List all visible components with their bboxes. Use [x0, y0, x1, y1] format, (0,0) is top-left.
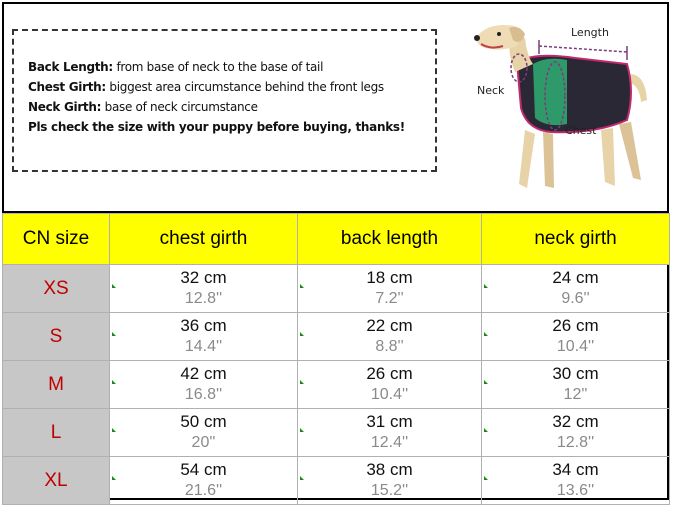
size-cell: XL: [3, 457, 110, 505]
chest-girth-desc: biggest area circumstance behind the front legs: [109, 80, 384, 94]
size-table: [2, 213, 670, 505]
size-cell: L: [3, 409, 110, 457]
neck-in: 10.4'': [556, 338, 595, 355]
chest-cell: [110, 265, 298, 313]
back-in: 15.2'': [370, 482, 409, 499]
dog-illustration: [455, 12, 665, 197]
advice-note: Pls check the size with your puppy before buying, thanks!: [28, 120, 405, 134]
back-in: 8.8'': [375, 338, 404, 355]
back-cell: [298, 313, 482, 361]
chest-cm: 32 cm: [180, 268, 227, 287]
neck-in: 12'': [563, 386, 588, 403]
measurement-notes: [12, 29, 437, 172]
back-cell: [298, 457, 482, 505]
back-in: 10.4'': [370, 386, 409, 403]
size-table-container: [2, 211, 669, 500]
neck-girth-term: Neck Girth:: [28, 100, 102, 114]
neck-cell: [482, 361, 670, 409]
chest-in: 21.6'': [184, 482, 223, 499]
chest-cell: [110, 409, 298, 457]
size-cell: S: [3, 313, 110, 361]
table-row: [3, 457, 670, 505]
chest-in: 14.4'': [184, 338, 223, 355]
back-in: 12.4'': [370, 434, 409, 451]
chest-cm: 50 cm: [180, 412, 227, 431]
chest-in: 20'': [191, 434, 216, 451]
table-row: [3, 409, 670, 457]
back-length-desc: from base of neck to the base of tail: [116, 60, 324, 74]
table-row: [3, 313, 670, 361]
chest-cell: [110, 313, 298, 361]
neck-cm: 24 cm: [552, 268, 599, 287]
back-cell: [298, 265, 482, 313]
neck-cell: [482, 313, 670, 361]
header-back-length: back length: [298, 214, 482, 265]
back-in: 7.2'': [375, 290, 404, 307]
neck-cell: [482, 457, 670, 505]
back-cm: 26 cm: [366, 364, 413, 383]
table-row: [3, 361, 670, 409]
chest-girth-note: [28, 77, 435, 97]
neck-cm: 32 cm: [552, 412, 599, 431]
neck-cell: [482, 265, 670, 313]
chest-girth-term: Chest Girth:: [28, 80, 106, 94]
size-cell: XS: [3, 265, 110, 313]
neck-girth-desc: base of neck circumstance: [104, 100, 258, 114]
back-cm: 38 cm: [366, 460, 413, 479]
table-header-row: [3, 214, 670, 265]
header-cn-size: CN size: [3, 214, 110, 265]
back-length-note: [28, 57, 435, 77]
header-chest-girth: chest girth: [110, 214, 298, 265]
back-length-term: Back Length:: [28, 60, 113, 74]
neck-cm: 30 cm: [552, 364, 599, 383]
neck-girth-note: [28, 97, 435, 117]
chest-in: 12.8'': [184, 290, 223, 307]
table-row: [3, 265, 670, 313]
back-cm: 22 cm: [366, 316, 413, 335]
chest-cm: 42 cm: [180, 364, 227, 383]
chest-cell: [110, 361, 298, 409]
dog-measurement-diagram: [455, 12, 665, 197]
neck-in: 13.6'': [556, 482, 595, 499]
neck-in: 12.8'': [556, 434, 595, 451]
neck-label: Neck: [477, 84, 505, 97]
back-cm: 31 cm: [366, 412, 413, 431]
chest-cell: [110, 457, 298, 505]
chest-cm: 36 cm: [180, 316, 227, 335]
back-cell: [298, 361, 482, 409]
header-neck-girth: neck girth: [482, 214, 670, 265]
size-cell: M: [3, 361, 110, 409]
chest-in: 16.8'': [184, 386, 223, 403]
chest-cm: 54 cm: [180, 460, 227, 479]
length-label: Length: [571, 26, 609, 39]
neck-in: 9.6'': [561, 290, 590, 307]
neck-cm: 34 cm: [552, 460, 599, 479]
back-cm: 18 cm: [366, 268, 413, 287]
neck-cell: [482, 409, 670, 457]
back-cell: [298, 409, 482, 457]
neck-cm: 26 cm: [552, 316, 599, 335]
chest-label: Chest: [565, 124, 597, 137]
